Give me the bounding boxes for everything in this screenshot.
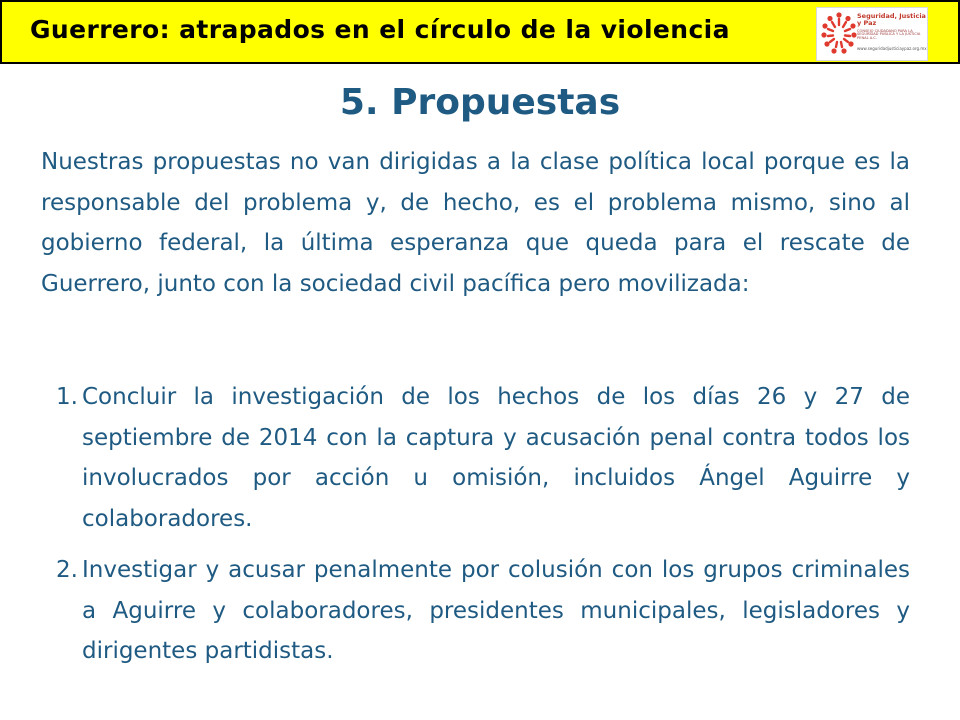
logo-name: Seguridad, Justicia y Paz [857,12,926,27]
list-item-text: Investigar y acusar penalmente por colusión con los grupos criminales a Aguirre y colaboradores, presidentes municipales, legisladores y dirigentes partidistas. [82,557,910,664]
logo-url: www.seguridadjusticiaypaz.org.mx [857,45,927,51]
list-item [56,377,910,539]
logo-text [857,13,927,51]
header-bar [0,0,960,64]
list-item-number: 1. [56,384,78,410]
intro-paragraph: Nuestras propuestas no van dirigidas a la clase política local porque es la responsable del problema y, de hecho, es el problema mismo, sino al gobierno federal, la última esperanza que queda para el rescate de Guerrero, junto con la sociedad civil pacífica pero movilizada: [41,149,910,297]
list-item [56,550,910,672]
organization-logo [816,7,928,61]
header-title: Guerrero: atrapados en el círculo de la violencia [30,15,730,44]
proposals-list [56,377,910,683]
logo-tagline: CONSEJO CIUDADANO PARA LA SEGURIDAD PÚBLICA Y LA JUSTICIA PENAL A.C. [857,28,921,41]
slide-title: 5. Propuestas [339,82,621,123]
ring-of-people-icon [819,10,859,58]
list-item-text: Concluir la investigación de los hechos de los días 26 y 27 de septiembre de 2014 con la captura y acusación penal contra todos los involucrados por acción u omisión, incluidos Ángel Aguirre y colaboradores. [82,384,910,532]
list-item-number: 2. [56,557,78,583]
